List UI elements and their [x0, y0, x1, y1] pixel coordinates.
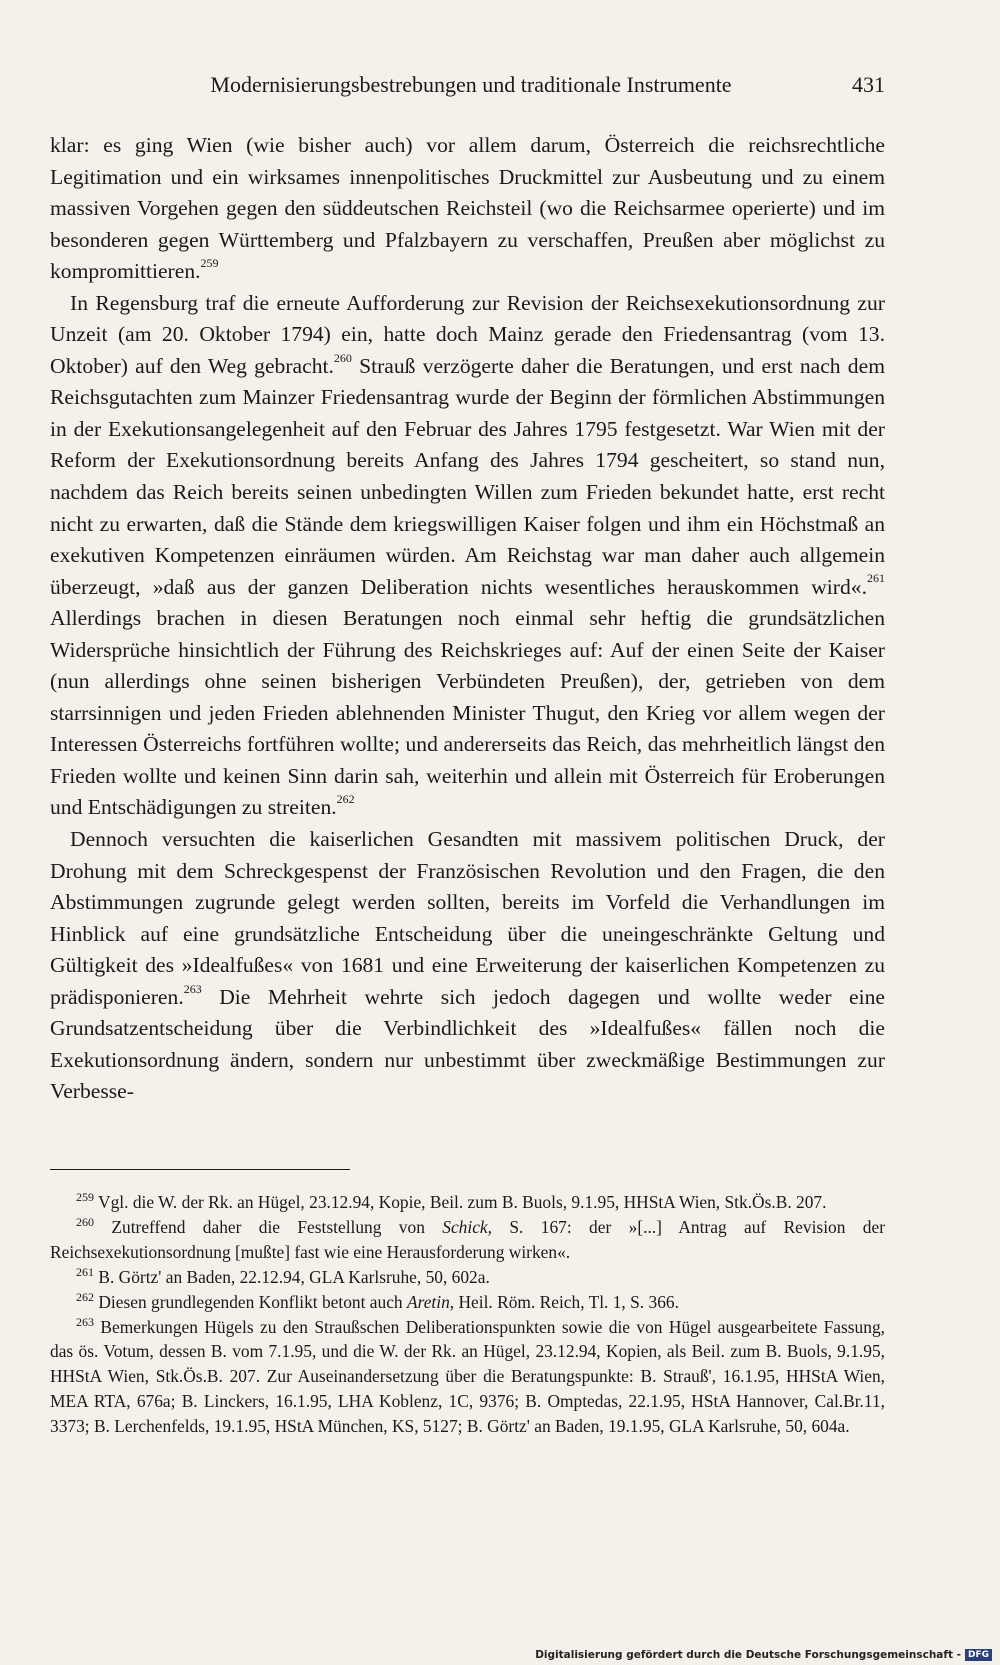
- footnote-rule: [50, 1169, 350, 1170]
- footnote-author: Aretin: [406, 1291, 450, 1312]
- footnote-number: 263: [76, 1314, 94, 1329]
- paragraph-1-text: klar: es ging Wien (wie bisher auch) vor allem darum, Österreich die reichsrechtliche Legitimation und ein wirksames innenpolitisches Druckmittel zur Ausbeutung und zu einem massiven Vorgehen gegen den süddeutschen Reichsteil (wo die Reichsarmee operierte) und im besonderen gegen Württemberg und Pfalzbayern zu verschaffen, Preußen aber möglichst zu kompromittieren.: [50, 133, 885, 284]
- footnote-263: [50, 1315, 885, 1440]
- footnotes: [50, 1190, 885, 1439]
- page-number: 431: [852, 72, 885, 97]
- footnote-ref-260[interactable]: 260: [333, 350, 352, 365]
- main-text: [50, 130, 885, 1108]
- running-title: Modernisierungsbestrebungen und traditionale Instrumente: [210, 72, 732, 97]
- footnote-number: 260: [76, 1215, 94, 1230]
- credit-text: Digitalisierung gefördert durch die Deutsche Forschungsgemeinschaft -: [535, 1649, 961, 1661]
- footnote-text: , Heil. Röm. Reich, Tl. 1, S. 366.: [449, 1291, 679, 1312]
- footnote-number: 259: [76, 1190, 94, 1205]
- footnote-ref-261[interactable]: 261: [867, 571, 885, 586]
- footnote-260: [50, 1215, 885, 1265]
- footnote-ref-263[interactable]: 263: [183, 981, 202, 996]
- footnote-261: [50, 1265, 885, 1290]
- paragraph-3: [50, 824, 885, 1108]
- footnote-number: 262: [76, 1289, 94, 1304]
- footnote-text: Diesen grundlegenden Konflikt betont auch: [98, 1291, 407, 1312]
- footnote-author: Schick: [442, 1216, 488, 1237]
- paragraph-2-text-c: Allerdings brachen in diesen Beratungen noch einmal sehr heftig die grundsätzlichen Widersprüche hinsichtlich der Führung des Reichskrieges auf: Auf der einen Seite der Kaiser (nun allerdings ohne seinen bisherigen Verbündeten Preußen), der, getrieben von dem starrsinnigen und jeden Frieden ablehnenden Minister Thugut, den Krieg vor allem wegen der Interessen Österreichs fortführen wollte; und andererseits das Reich, das mehrheitlich längst den Frieden wollte und keinen Sinn darin sah, weiterhin und allein mit Österreich für Eroberungen und Entschädigungen zu streiten.: [50, 606, 885, 820]
- digitization-credit: [535, 1649, 992, 1661]
- paragraph-1: [50, 130, 885, 288]
- footnote-262: [50, 1290, 885, 1315]
- footnote-259: [50, 1190, 885, 1215]
- paragraph-2-text-a: In Regensburg traf die erneute Aufforderung zur Revision der Reichsexekutionsordnung zur Unzeit (am 20. Oktober 1794) ein, hatte doch Mainz gerade den Friedensantrag (vom 13. Oktober) auf den Weg gebracht.: [50, 290, 885, 378]
- footnote-text: , S. 167: der »[...] Antrag auf Revision der Reichsexekutionsordnung [mußte] fast wie eine Herausforderung wirken«.: [50, 1216, 885, 1262]
- footnote-text: B. Görtz' an Baden, 22.12.94, GLA Karlsruhe, 50, 602a.: [98, 1266, 490, 1287]
- footnote-text: Bemerkungen Hügels zu den Straußschen Deliberationspunkten sowie die von Hügel ausgearbeitete Fassung, das ös. Votum, dessen B. vom 7.1.95, und die W. der Rk. an Hügel, 23.12.94, Kopien, als Beil. zum B. Buols, 9.1.95, HHStA Wien, Stk.Ös.B. 207. Zur Auseinandersetzung über die Beratungspunkte: B. Strauß', 16.1.95, HHStA Wien, MEA RTA, 676a; B. Linckers, 16.1.95, LHA Koblenz, 1C, 9376; B. Omptedas, 22.1.95, HStA Hannover, Cal.Br.11, 3373; B. Lerchenfelds, 19.1.95, HStA München, KS, 5127; B. Görtz' an Baden, 19.1.95, GLA Karlsruhe, 50, 604a.: [50, 1316, 885, 1437]
- dfg-logo-icon: DFG: [965, 1649, 992, 1661]
- footnote-number: 261: [76, 1264, 94, 1279]
- footnote-ref-262[interactable]: 262: [336, 792, 355, 807]
- running-head: [50, 72, 885, 98]
- paragraph-2: [50, 288, 885, 824]
- paragraph-2-text-b: Strauß verzögerte daher die Beratungen, und erst nach dem Reichsgutachten zum Mainzer Friedensantrag wurde der Beginn der förmlichen Abstimmungen in der Exekutionsangelegenheit auf den Februar des Jahres 1795 festgesetzt. War Wien mit der Reform der Exekutionsordnung bereits Anfang des Jahres 1794 gescheitert, so stand nun, nachdem das Reich bereits seinen unbedingten Willen zum Frieden bekundet hatte, erst recht nicht zu erwarten, daß die Stände dem kriegswilligen Kaiser folgen und ihm ein Höchstmaß an exekutiven Kompetenzen einräumen würden. Am Reichstag war man daher auch allgemein überzeugt, »daß aus der ganzen Deliberation nichts wesentliches herauskommen wird«.: [50, 353, 885, 599]
- paragraph-3-text-a: Dennoch versuchten die kaiserlichen Gesandten mit massivem politischen Druck, der Drohung mit dem Schreckgespenst der Französischen Revolution und den Fragen, die den Abstimmungen zugrunde gelegt werden sollten, bereits im Vorfeld die Verhandlungen im Hinblick auf eine grundsätzliche Entscheidung über die uneingeschränkte Geltung und Gültigkeit des »Idealfußes« von 1681 und eine Erweiterung der kaiserlichen Kompetenzen zu prädisponieren.: [50, 827, 885, 1009]
- footnote-text: Zutreffend daher die Feststellung von: [111, 1216, 443, 1237]
- footnote-text: Vgl. die W. der Rk. an Hügel, 23.12.94, Kopie, Beil. zum B. Buols, 9.1.95, HHStA Wien, Stk.Ös.B. 207.: [98, 1192, 827, 1212]
- paragraph-3-text-b: Die Mehrheit wehrte sich jedoch dagegen und wollte weder eine Grundsatzentscheidung über die Verbindlichkeit des »Idealfußes« fällen noch die Exekutionsordnung ändern, sondern nur unbestimmt über zweckmäßige Bestimmungen zur Verbesse-: [50, 984, 885, 1104]
- footnote-ref-259[interactable]: 259: [200, 256, 219, 270]
